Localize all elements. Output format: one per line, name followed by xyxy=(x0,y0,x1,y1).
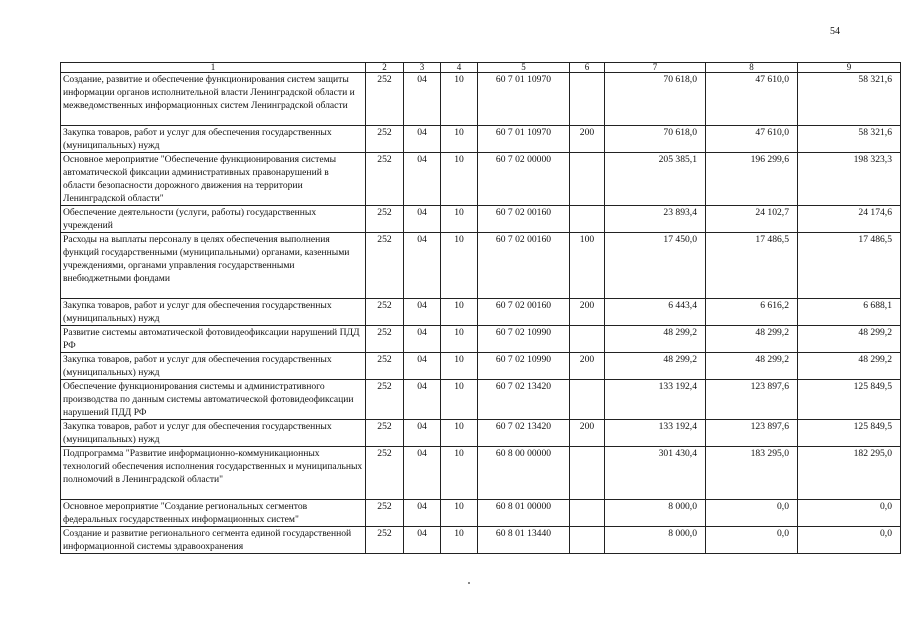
table-row xyxy=(61,420,901,447)
amount-col-8: 48 299,2 xyxy=(706,353,798,380)
row-description: Закупка товаров, работ и услуг для обеспечения государственных (муниципальных) нужд xyxy=(61,126,366,153)
ministry-code: 252 xyxy=(366,353,404,380)
subsection-code: 10 xyxy=(441,126,478,153)
table-row xyxy=(61,380,901,420)
target-article-code: 60 7 02 00000 xyxy=(478,153,570,206)
section-code: 04 xyxy=(404,527,441,554)
table-row xyxy=(61,353,901,380)
section-code: 04 xyxy=(404,500,441,527)
expense-type-code xyxy=(570,326,605,353)
page-number: 54 xyxy=(830,26,840,37)
row-description: Расходы на выплаты персоналу в целях обеспечения выполнения функций государственными (муниципальными) органами, казенными учреждениями, органами управления государственными внебюджетными фондами xyxy=(61,233,366,299)
amount-col-7: 48 299,2 xyxy=(605,326,706,353)
target-article-code: 60 8 01 13440 xyxy=(478,527,570,554)
row-description: Обеспечение функционирования системы и административного производства по данным системы автоматической фотовидеофиксации нарушений ПДД РФ xyxy=(61,380,366,420)
section-code: 04 xyxy=(404,153,441,206)
subsection-code: 10 xyxy=(441,420,478,447)
target-article-code: 60 7 02 13420 xyxy=(478,380,570,420)
expense-type-code xyxy=(570,527,605,554)
row-description: Подпрограмма "Развитие информационно-коммуникационных технологий обеспечения исполнения государственных и муниципальных полномочий в Ленинградской области" xyxy=(61,447,366,500)
expense-type-code xyxy=(570,500,605,527)
amount-col-9: 125 849,5 xyxy=(798,420,901,447)
amount-col-9: 6 688,1 xyxy=(798,299,901,326)
budget-table xyxy=(60,62,901,554)
expense-type-code xyxy=(570,447,605,500)
amount-col-7: 6 443,4 xyxy=(605,299,706,326)
target-article-code: 60 8 01 00000 xyxy=(478,500,570,527)
subsection-code: 10 xyxy=(441,447,478,500)
ministry-code: 252 xyxy=(366,206,404,233)
amount-col-8: 47 610,0 xyxy=(706,126,798,153)
expense-type-code xyxy=(570,153,605,206)
ministry-code: 252 xyxy=(366,380,404,420)
amount-col-8: 0,0 xyxy=(706,527,798,554)
amount-col-9: 0,0 xyxy=(798,527,901,554)
target-article-code: 60 7 02 00160 xyxy=(478,233,570,299)
subsection-code: 10 xyxy=(441,206,478,233)
table-row xyxy=(61,527,901,554)
header-cell: 1 xyxy=(61,63,366,73)
amount-col-8: 24 102,7 xyxy=(706,206,798,233)
section-code: 04 xyxy=(404,233,441,299)
target-article-code: 60 7 02 00160 xyxy=(478,299,570,326)
target-article-code: 60 8 00 00000 xyxy=(478,447,570,500)
amount-col-9: 17 486,5 xyxy=(798,233,901,299)
amount-col-7: 205 385,1 xyxy=(605,153,706,206)
subsection-code: 10 xyxy=(441,73,478,126)
header-cell: 3 xyxy=(404,63,441,73)
table-row xyxy=(61,206,901,233)
expense-type-code: 200 xyxy=(570,299,605,326)
subsection-code: 10 xyxy=(441,380,478,420)
amount-col-8: 123 897,6 xyxy=(706,420,798,447)
amount-col-8: 47 610,0 xyxy=(706,73,798,126)
amount-col-9: 48 299,2 xyxy=(798,326,901,353)
expense-type-code: 200 xyxy=(570,126,605,153)
ministry-code: 252 xyxy=(366,326,404,353)
table-row xyxy=(61,153,901,206)
table-row xyxy=(61,233,901,299)
amount-col-7: 8 000,0 xyxy=(605,527,706,554)
row-description: Обеспечение деятельности (услуги, работы) государственных учреждений xyxy=(61,206,366,233)
row-description: Закупка товаров, работ и услуг для обеспечения государственных (муниципальных) нужд xyxy=(61,420,366,447)
subsection-code: 10 xyxy=(441,527,478,554)
amount-col-9: 48 299,2 xyxy=(798,353,901,380)
ministry-code: 252 xyxy=(366,420,404,447)
amount-col-7: 17 450,0 xyxy=(605,233,706,299)
ministry-code: 252 xyxy=(366,153,404,206)
subsection-code: 10 xyxy=(441,153,478,206)
row-description: Развитие системы автоматической фотовидеофиксации нарушений ПДД РФ xyxy=(61,326,366,353)
section-code: 04 xyxy=(404,206,441,233)
amount-col-7: 70 618,0 xyxy=(605,73,706,126)
amount-col-7: 48 299,2 xyxy=(605,353,706,380)
scan-artifact-dot xyxy=(468,582,470,584)
table-row xyxy=(61,447,901,500)
amount-col-7: 23 893,4 xyxy=(605,206,706,233)
amount-col-9: 182 295,0 xyxy=(798,447,901,500)
row-description: Создание, развитие и обеспечение функционирования систем защиты информации органов исполнительной власти Ленинградской области и межведомственных информационных систем Ленинградской области xyxy=(61,73,366,126)
header-cell: 2 xyxy=(366,63,404,73)
subsection-code: 10 xyxy=(441,326,478,353)
amount-col-9: 24 174,6 xyxy=(798,206,901,233)
amount-col-9: 198 323,3 xyxy=(798,153,901,206)
ministry-code: 252 xyxy=(366,126,404,153)
amount-col-9: 58 321,6 xyxy=(798,73,901,126)
header-cell: 6 xyxy=(570,63,605,73)
ministry-code: 252 xyxy=(366,500,404,527)
section-code: 04 xyxy=(404,420,441,447)
table-row xyxy=(61,326,901,353)
amount-col-7: 8 000,0 xyxy=(605,500,706,527)
row-description: Закупка товаров, работ и услуг для обеспечения государственных (муниципальных) нужд xyxy=(61,299,366,326)
ministry-code: 252 xyxy=(366,73,404,126)
subsection-code: 10 xyxy=(441,500,478,527)
amount-col-8: 183 295,0 xyxy=(706,447,798,500)
target-article-code: 60 7 01 10970 xyxy=(478,126,570,153)
header-cell: 9 xyxy=(798,63,901,73)
section-code: 04 xyxy=(404,126,441,153)
header-cell: 4 xyxy=(441,63,478,73)
expense-type-code: 100 xyxy=(570,233,605,299)
ministry-code: 252 xyxy=(366,447,404,500)
row-description: Основное мероприятие "Создание региональных сегментов федеральных государственных информационных систем" xyxy=(61,500,366,527)
target-article-code: 60 7 01 10970 xyxy=(478,73,570,126)
subsection-code: 10 xyxy=(441,299,478,326)
ministry-code: 252 xyxy=(366,299,404,326)
ministry-code: 252 xyxy=(366,527,404,554)
header-cell: 8 xyxy=(706,63,798,73)
target-article-code: 60 7 02 10990 xyxy=(478,326,570,353)
row-description: Закупка товаров, работ и услуг для обеспечения государственных (муниципальных) нужд xyxy=(61,353,366,380)
header-cell: 7 xyxy=(605,63,706,73)
section-code: 04 xyxy=(404,326,441,353)
expense-type-code xyxy=(570,73,605,126)
subsection-code: 10 xyxy=(441,233,478,299)
amount-col-8: 48 299,2 xyxy=(706,326,798,353)
amount-col-7: 133 192,4 xyxy=(605,420,706,447)
expense-type-code: 200 xyxy=(570,353,605,380)
target-article-code: 60 7 02 00160 xyxy=(478,206,570,233)
row-description: Создание и развитие регионального сегмента единой государственной информационной системы здравоохранения xyxy=(61,527,366,554)
expense-type-code xyxy=(570,380,605,420)
subsection-code: 10 xyxy=(441,353,478,380)
ministry-code: 252 xyxy=(366,233,404,299)
expense-type-code: 200 xyxy=(570,420,605,447)
table-row xyxy=(61,500,901,527)
table-row xyxy=(61,299,901,326)
table-row xyxy=(61,126,901,153)
amount-col-7: 133 192,4 xyxy=(605,380,706,420)
target-article-code: 60 7 02 13420 xyxy=(478,420,570,447)
amount-col-8: 17 486,5 xyxy=(706,233,798,299)
section-code: 04 xyxy=(404,73,441,126)
amount-col-9: 58 321,6 xyxy=(798,126,901,153)
amount-col-8: 6 616,2 xyxy=(706,299,798,326)
expense-type-code xyxy=(570,206,605,233)
amount-col-8: 196 299,6 xyxy=(706,153,798,206)
target-article-code: 60 7 02 10990 xyxy=(478,353,570,380)
row-description: Основное мероприятие "Обеспечение функционирования системы автоматической фиксации административных правонарушений в области безопасности дорожного движения на территории Ленинградской области" xyxy=(61,153,366,206)
section-code: 04 xyxy=(404,447,441,500)
section-code: 04 xyxy=(404,380,441,420)
amount-col-7: 301 430,4 xyxy=(605,447,706,500)
section-code: 04 xyxy=(404,299,441,326)
section-code: 04 xyxy=(404,353,441,380)
header-cell: 5 xyxy=(478,63,570,73)
amount-col-9: 0,0 xyxy=(798,500,901,527)
table-row xyxy=(61,73,901,126)
amount-col-9: 125 849,5 xyxy=(798,380,901,420)
amount-col-8: 0,0 xyxy=(706,500,798,527)
table-header-row xyxy=(61,63,901,73)
amount-col-8: 123 897,6 xyxy=(706,380,798,420)
amount-col-7: 70 618,0 xyxy=(605,126,706,153)
